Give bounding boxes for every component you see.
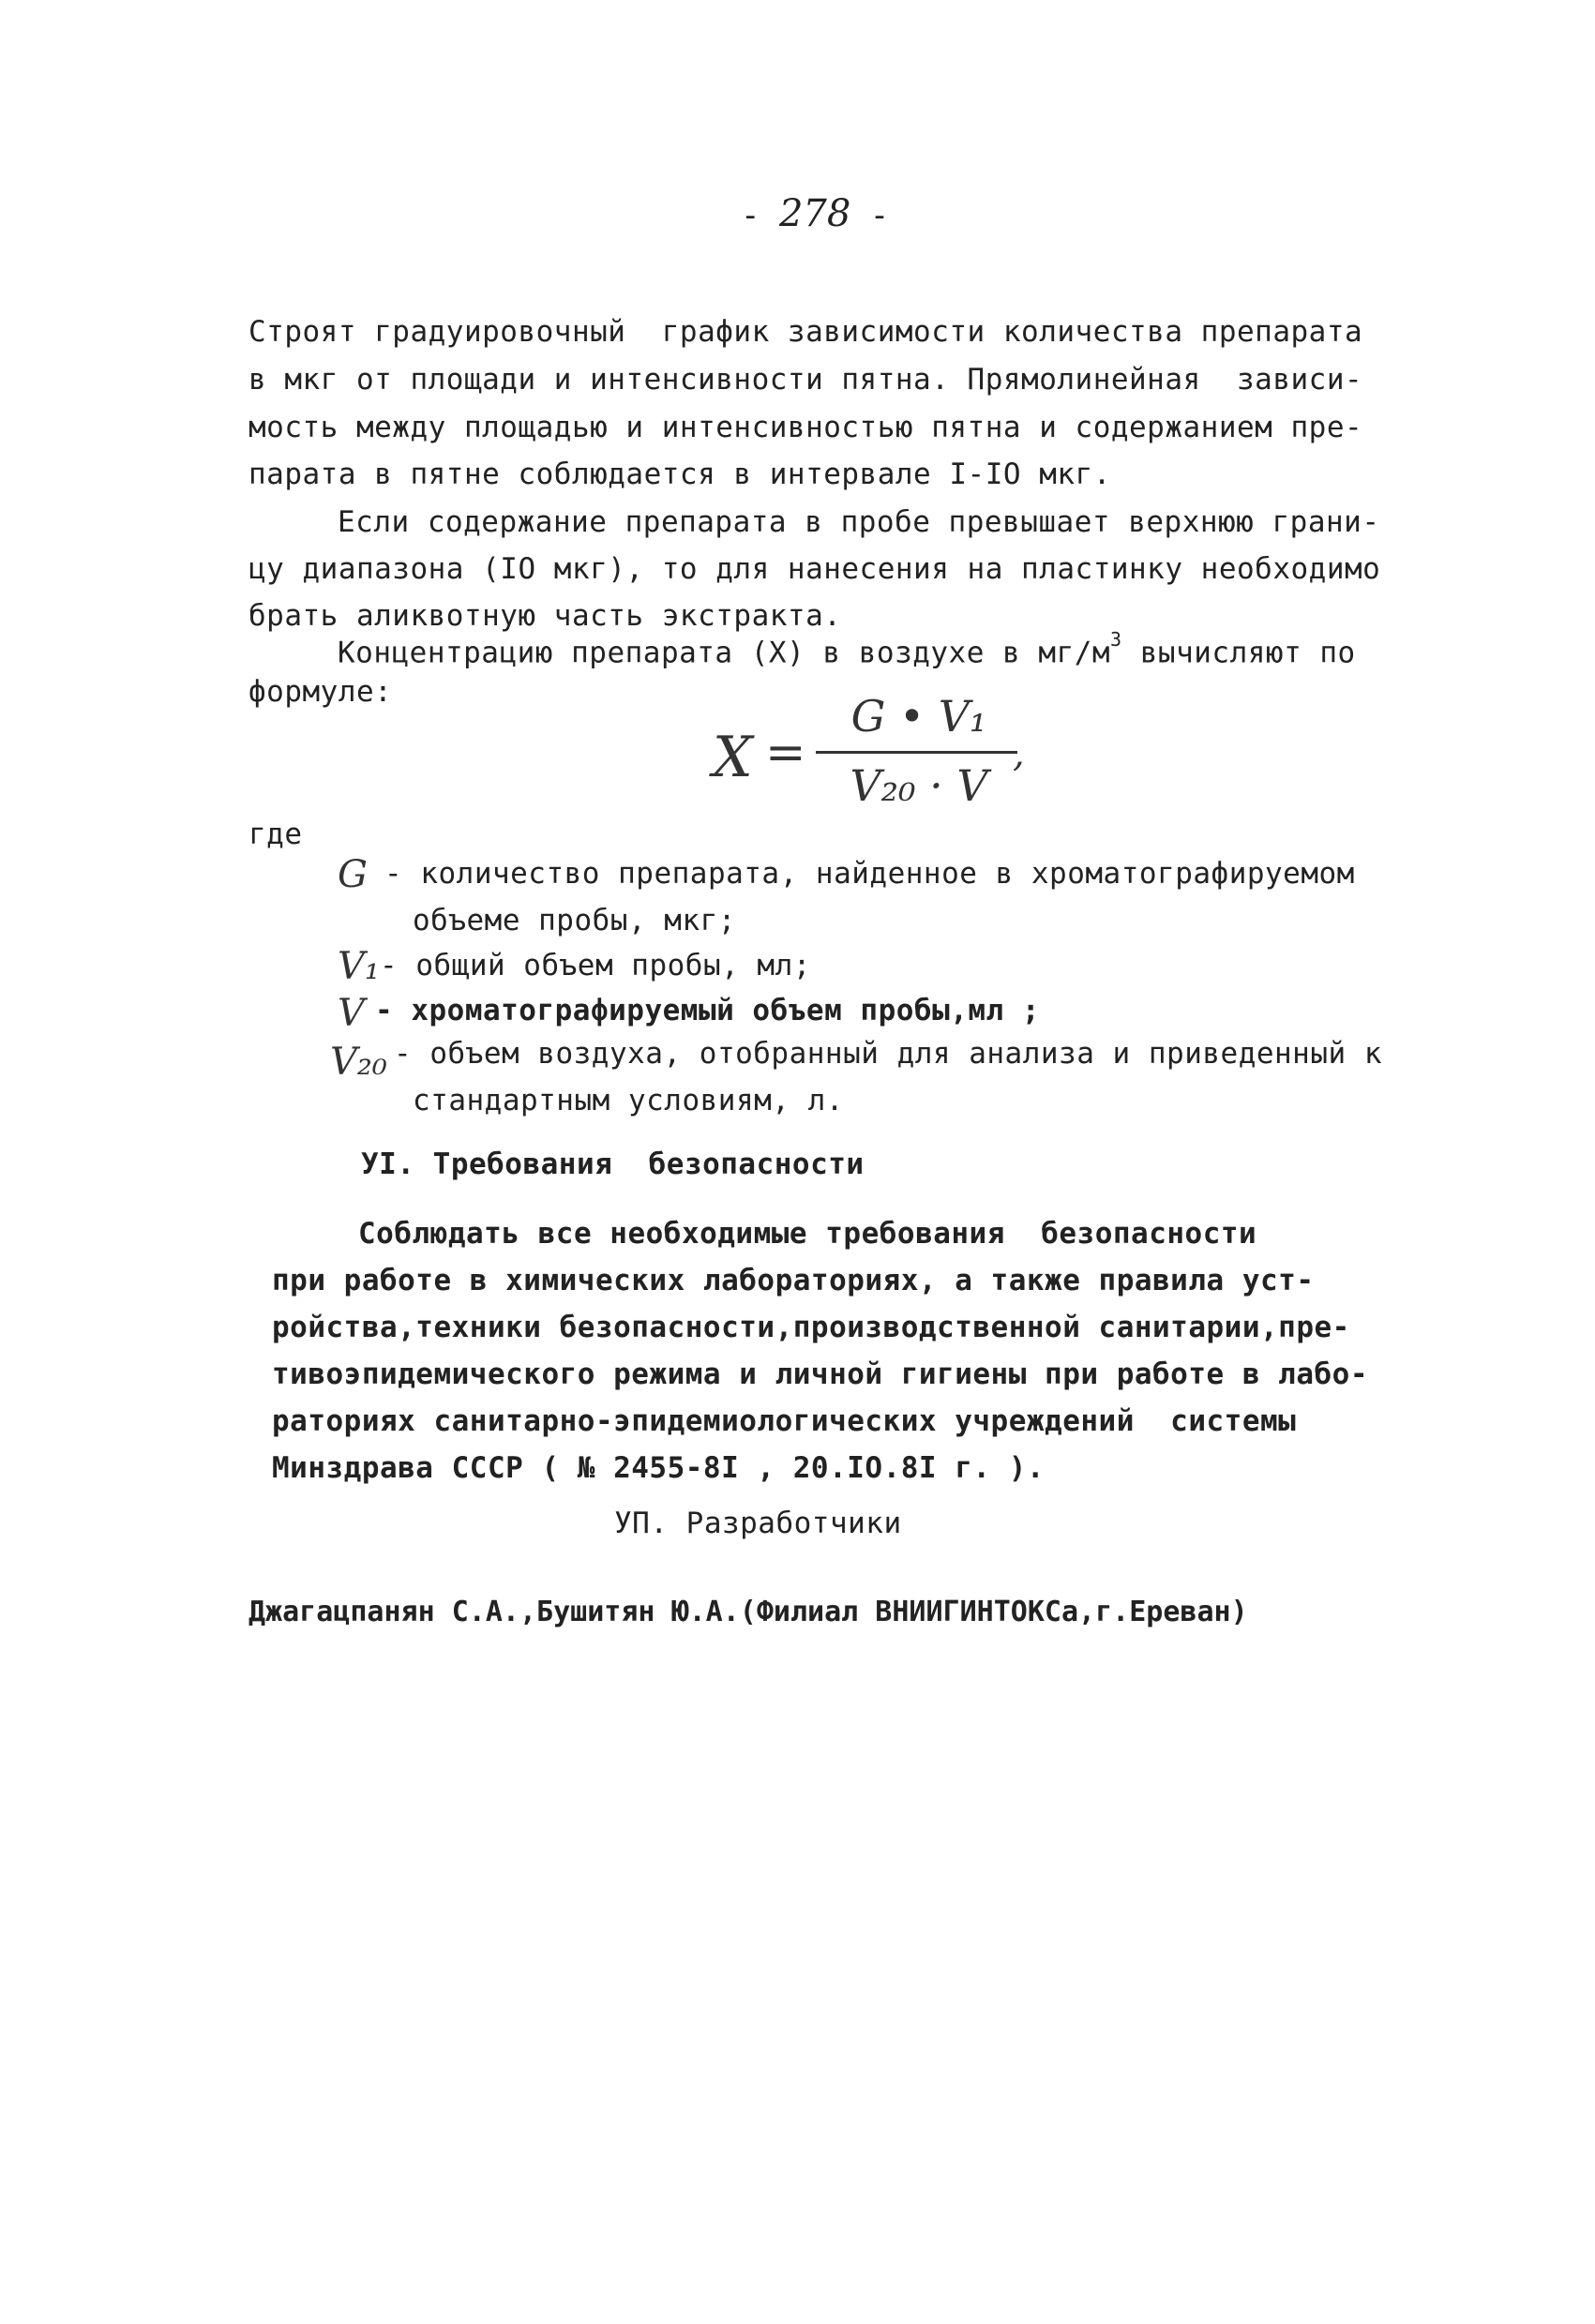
concentration-text: Концентрацию препарата (X) в воздухе в мг/м xyxy=(338,636,1111,670)
text-line: Соблюдать все необходимые требования безопасности xyxy=(358,1217,1257,1251)
page-number-suffix: - xyxy=(850,197,890,234)
superscript-cube: 3 xyxy=(1110,628,1122,651)
section-heading: УП. Разработчики xyxy=(614,1507,902,1540)
text-line: цу диапазона (IO мкг), то для нанесения на пластинку необходимо xyxy=(248,552,1381,586)
text-line: раториях санитарно-эпидемиологических учреждений системы xyxy=(272,1404,1297,1438)
definition-line: - объем воздуха, отобранный для анализа и приведенный к xyxy=(394,1037,1382,1071)
concentration-text-end: вычисляют по xyxy=(1121,636,1356,670)
definition-line: - общий объем пробы, мл; xyxy=(380,949,811,982)
fraction-bar xyxy=(816,751,1017,754)
page-number-prefix: - xyxy=(741,197,779,234)
symbol-V: V xyxy=(338,992,365,1035)
text-line: Строят градуировочный график зависимости количества препарата xyxy=(248,315,1363,349)
formula-denominator: V₂₀ · V xyxy=(850,760,988,811)
symbol-G: G xyxy=(338,853,368,896)
text-line: в мкг от площади и интенсивности пятна. Прямолинейная зависи- xyxy=(248,363,1363,397)
text-line: брать аликвотную часть экстракта. xyxy=(248,599,842,633)
section-heading: УI. Требования безопасности xyxy=(361,1147,865,1181)
text-line: формуле: xyxy=(248,675,393,709)
formula-numerator: G • V₁ xyxy=(850,691,987,742)
definition-line: стандартным условиям, л. xyxy=(413,1084,844,1117)
definition-line: объеме пробы, мкг; xyxy=(413,904,736,937)
definition-line: - хроматографируемый объем пробы,мл ; xyxy=(375,994,1041,1027)
text-line: Минздрава СССР ( № 2455-8I , 20.IO.8I г. ). xyxy=(272,1451,1046,1485)
text-line: парата в пятне соблюдается в интервале I-IO мкг. xyxy=(248,457,1111,491)
formula-equals: = xyxy=(765,725,806,781)
page-number-value: 278 xyxy=(778,192,851,235)
symbol-V20: V₂₀ xyxy=(330,1041,387,1084)
concentration-formula xyxy=(713,689,1031,830)
symbol-V1: V₁ xyxy=(338,945,380,988)
page-number xyxy=(741,192,889,235)
where-label: где xyxy=(248,817,303,851)
text-line: Если содержание препарата в пробе превышает верхнюю грани- xyxy=(338,505,1380,539)
text-line: мость между площадью и интенсивностью пятна и содержанием пре- xyxy=(248,411,1363,444)
formula-comma: , xyxy=(1013,732,1025,775)
text-line xyxy=(338,626,1356,671)
authors-line: Джагацпанян С.А.,Бушитян Ю.А.(Филиал ВНИИГИНТОКСа,г.Ереван) xyxy=(248,1596,1248,1628)
text-line: тивоэпидемического режима и личной гигиены при работе в лабо- xyxy=(272,1357,1368,1391)
text-line: при работе в химических лабораториях, а также правила уст- xyxy=(272,1264,1315,1297)
text-line: ройства,техники безопасности,производственной санитарии,пре- xyxy=(272,1311,1350,1344)
formula-lhs: X xyxy=(713,725,753,790)
definition-line: - количество препарата, найденное в хроматографируемом xyxy=(384,857,1355,891)
